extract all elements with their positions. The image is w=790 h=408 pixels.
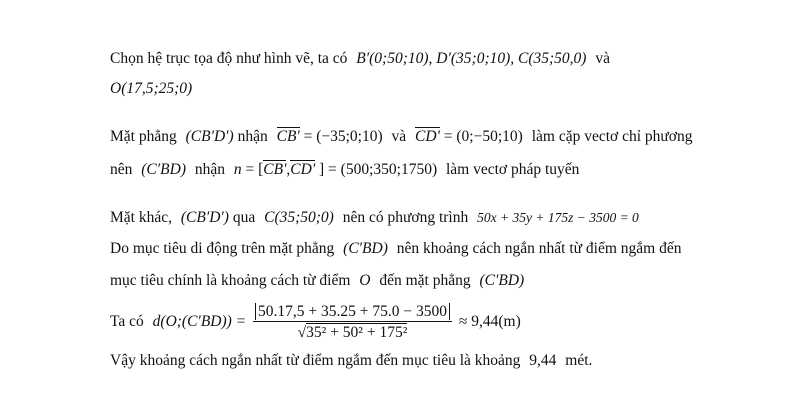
text: Mặt khác, (110, 209, 172, 226)
text: nên (110, 161, 133, 178)
denominator-text: 35² + 50² + 175² (306, 324, 408, 341)
numerator-text: 50.17,5 + 35.25 + 75.0 − 3500 (255, 303, 450, 320)
text: mét. (565, 352, 593, 369)
fraction (253, 303, 452, 342)
denominator (253, 321, 452, 342)
math-plane: (CB′D′) (185, 128, 234, 145)
math-equation: 50x + 35y + 175z − 3500 = 0 (477, 210, 639, 225)
math: , (286, 161, 291, 178)
text: nhận (237, 128, 268, 145)
text: Do mục tiêu di động trên mặt phẳng (110, 240, 335, 257)
line-normal-vector (110, 160, 579, 179)
text: và (595, 50, 610, 67)
math-point: C(35;50;0) (264, 209, 334, 226)
text: Vậy khoảng cách ngắn nhất từ điểm ngắm đến mục tiêu là khoảng (110, 352, 521, 369)
math-value: ] = (500;350;1750) (319, 161, 438, 178)
line-plane-equation (110, 209, 639, 227)
text: làm cặp vectơ chỉ phương (531, 128, 693, 145)
text: và (391, 128, 407, 145)
line-reasoning-1 (110, 240, 681, 258)
line-plane-vectors (110, 127, 693, 146)
math-result: ≈ 9,44(m) (458, 313, 521, 331)
text: nên có phương trình (342, 209, 469, 226)
text: nhận (194, 161, 225, 178)
vector-cd: CD' (415, 128, 440, 145)
math: = [ (245, 161, 264, 178)
text: mục tiêu chính là khoảng cách từ điểm (110, 272, 351, 289)
math-points: B′(0;50;10), D′(35;0;10), C(35;50,0) (356, 50, 587, 67)
text: Mặt phẳng (110, 128, 177, 145)
math-point-o: O(17,5;25;0) (110, 80, 193, 97)
math-value: = (0;−50;10) (443, 128, 523, 145)
math-point: O (359, 272, 371, 289)
math-plane: (C′BD) (141, 161, 186, 178)
numerator (253, 303, 452, 321)
math-plane: (CB′D′) (180, 209, 229, 226)
text: làm vectơ pháp tuyến (445, 161, 580, 178)
vector-cd: CD' (290, 161, 316, 178)
text: Chọn hệ trục tọa độ như hình vẽ, ta có (110, 50, 348, 67)
line-point-o (110, 80, 192, 98)
text: đến mặt phẳng (379, 272, 471, 289)
sqrt-icon: √ (297, 324, 307, 341)
math-value: = (−35;0;10) (303, 128, 383, 145)
text: qua (232, 209, 256, 226)
vector-n: n (233, 161, 242, 178)
math-plane: (C′BD) (479, 272, 525, 289)
text: Ta có (110, 313, 144, 331)
vector-cb: CB' (276, 128, 300, 145)
math-lhs: d(O;(C′BD)) = (152, 313, 247, 331)
line-distance-formula (110, 303, 521, 342)
math-value: 9,44 (529, 352, 557, 369)
line-reasoning-2 (110, 272, 524, 290)
text: nên khoảng cách ngắn nhất từ điểm ngắm đến (396, 240, 682, 257)
line-coordinates (110, 50, 610, 68)
vector-cb: CB' (263, 161, 287, 178)
math-plane: (C′BD) (343, 240, 388, 257)
line-conclusion (110, 352, 592, 370)
